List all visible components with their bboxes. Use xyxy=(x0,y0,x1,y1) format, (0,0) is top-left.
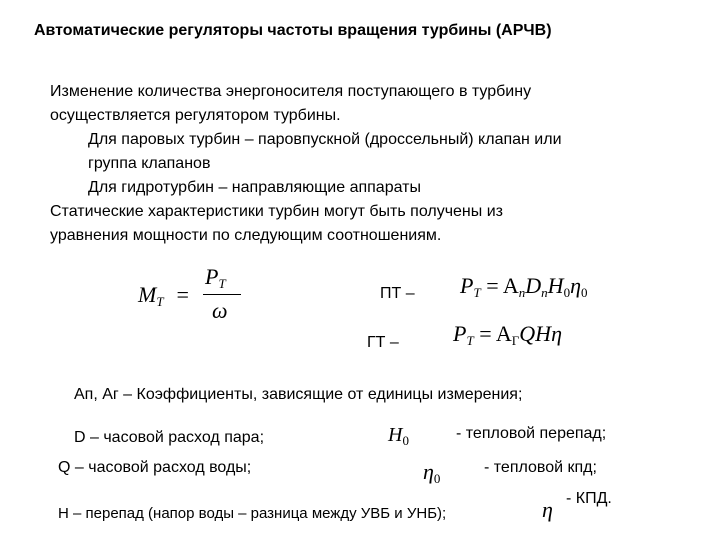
formula-mt-denominator: ω xyxy=(212,298,228,323)
para-line-1: Изменение количества энергоносителя поступающего в турбину xyxy=(50,83,532,100)
eta-symbol: η xyxy=(542,497,553,522)
formula-gt: PT = AГQHη xyxy=(453,321,562,348)
pt-label: ПТ – xyxy=(380,285,415,302)
eta0-description: - тепловой кпд; xyxy=(484,459,597,476)
formula-mt-numerator: PT xyxy=(205,264,226,291)
note-q: Q – часовой расход воды; xyxy=(58,459,252,476)
formula-mt-lhs: MT = xyxy=(138,282,190,309)
para-line-5: Для гидротурбин – направляющие аппараты xyxy=(88,179,421,196)
note-d: D – часовой расход пара; xyxy=(74,429,265,446)
note-h: H – перепад (напор воды – разница между УВБ и УНБ); xyxy=(58,505,447,522)
page-title: Автоматические регуляторы частоты вращения турбины (АРЧВ) xyxy=(34,22,552,39)
note-coefficients: Ап, Аг – Коэффициенты, зависящие от единицы измерения; xyxy=(74,386,523,403)
h0-description: - тепловой перепад; xyxy=(456,425,607,442)
para-line-2: осуществляется регулятором турбины. xyxy=(50,107,341,124)
para-line-4: группа клапанов xyxy=(88,155,211,172)
eta0-symbol: η0 xyxy=(423,459,441,486)
formula-pt: PT = AnDnH0η0 xyxy=(460,273,588,300)
gt-label: ГТ – xyxy=(367,334,399,351)
h0-symbol: $H_0$ xyxy=(388,424,409,448)
para-line-6: Статические характеристики турбин могут быть получены из xyxy=(50,203,503,220)
eta-description: - КПД. xyxy=(566,490,612,507)
fraction-bar xyxy=(203,294,241,295)
para-line-3: Для паровых турбин – паровпускной (дроссельный) клапан или xyxy=(88,131,562,148)
para-line-7: уравнения мощности по следующим соотношениям. xyxy=(50,227,442,244)
